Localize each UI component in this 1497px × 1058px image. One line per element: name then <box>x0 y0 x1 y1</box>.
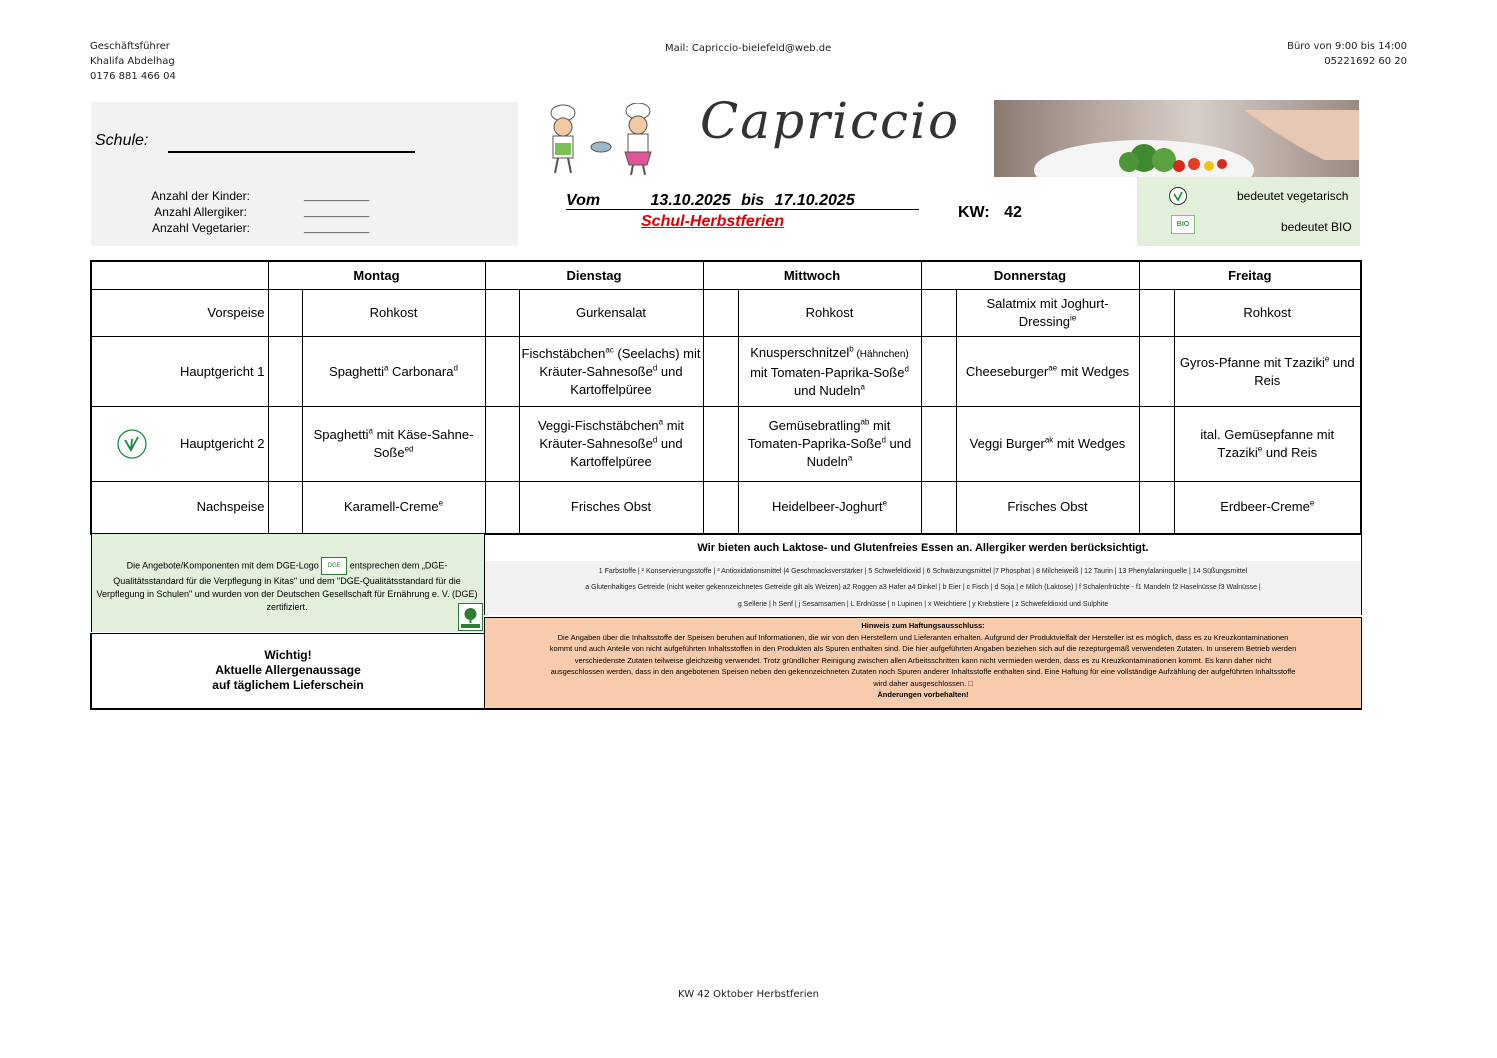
allergen-line-allergens-1: a Glutenhaltiges Getreide (nicht weiter gekennzeichnetes Getreide gilt als Weizen) a2 Roggen a3 Hafer a4 Dinkel | b Eier | c Fisch | d Soja | e Milch (Laktose) | f Schalenfrüchte - f1 Mandeln f2 Haselnüsse f3 Walnüsse | <box>585 584 1261 591</box>
office-hours: Büro von 9:00 bis 14:00 <box>1287 41 1407 52</box>
dish-text: mit Tomaten-Paprika-Soße <box>750 364 905 380</box>
dish-cell-tuesday <box>519 482 703 534</box>
dish-note: (Hähnchen) <box>853 348 909 360</box>
dish-text: Erdbeer-Creme <box>1220 499 1310 515</box>
day-header-monday: Montag <box>268 261 485 290</box>
allergen-code: d <box>652 435 658 445</box>
dish-cell-monday <box>302 290 485 337</box>
course-label-cell <box>91 337 268 407</box>
marker-cell-thursday <box>921 290 956 337</box>
allergen-code: e <box>1309 498 1315 508</box>
count-vegetarian-row <box>100 220 400 236</box>
dish-cell-friday <box>1174 407 1361 482</box>
course-label: Nachspeise <box>196 499 265 515</box>
dish-cell-monday <box>302 407 485 482</box>
dish-cell-friday <box>1174 290 1361 337</box>
dish-text: Cheeseburger <box>965 363 1049 379</box>
disclaimer-closing: Änderungen vorbehalten! <box>877 690 969 699</box>
dish-cell-tuesday <box>519 407 703 482</box>
food-photo <box>994 100 1359 177</box>
marker-cell-friday <box>1139 290 1174 337</box>
period-from-label: Vom <box>566 192 601 209</box>
marker-cell-thursday <box>921 482 956 534</box>
marker-cell-friday <box>1139 482 1174 534</box>
marker-cell-wednesday <box>703 290 738 337</box>
disclaimer-line-4: ausgeschlossen werden, dass in den angebotenen Speisen neben den gekennzeichneten Zutaten noch Spuren anderer Inhaltsstoffe enthalten sind. Eine Haftung für eine vollständige Aufzählung der aufgeführten Inhaltsstoffe <box>550 667 1296 676</box>
dish-text: Karamell-Creme <box>343 499 439 515</box>
allergen-code: ak <box>1044 435 1054 445</box>
school-label: Schule: <box>95 132 149 149</box>
dish-cell-tuesday <box>519 337 703 407</box>
kw-number: 42 <box>1004 204 1022 221</box>
dish-cell-wednesday <box>738 482 921 534</box>
allergen-code: e <box>882 498 888 508</box>
dish-text: mit Wedges <box>1057 363 1130 379</box>
marker-cell-tuesday <box>485 482 519 534</box>
disclaimer-line-3: verschiedenste Zutaten teilweise gleichzeitig verwendet. Trotz gründlicher Reinigung zwischen allen Arbeitsschritten kann nicht vermieden werden, dass es zu Kreuzkontaminationen kommt. Es kann daher nicht <box>574 655 1272 665</box>
dish-text: Spaghetti <box>313 427 369 442</box>
page-footer: KW 42 Oktober Herbstferien <box>678 989 819 1000</box>
day-header-friday: Freitag <box>1139 261 1361 290</box>
allergen-code: d <box>904 364 909 374</box>
menu-row <box>91 290 1361 337</box>
disclaimer-line-5: wird daher ausgeschlossen. □ <box>873 678 973 688</box>
office-phone: 05221692 60 20 <box>1324 56 1407 67</box>
marker-cell-tuesday <box>485 337 519 407</box>
manager-title: Geschäftsführer <box>90 41 170 52</box>
manager-info <box>90 39 176 84</box>
allergen-code: e <box>1257 444 1263 454</box>
dge-text-before: Die Angebote/Komponenten mit dem DGE-Logo <box>126 560 319 571</box>
dge-text <box>94 557 480 614</box>
dish-cell-wednesday <box>738 290 921 337</box>
allergen-code: e <box>1324 354 1330 364</box>
marker-cell-thursday <box>921 337 956 407</box>
important-line-2: auf täglichem Lieferschein <box>212 678 364 692</box>
dish-text: Gurkensalat <box>575 305 647 320</box>
period-underline <box>566 209 919 210</box>
important-line-1: Aktuelle Allergenaussage <box>215 663 361 677</box>
allergen-code: ab <box>860 417 870 427</box>
marker-cell-monday <box>268 337 302 407</box>
marker-cell-friday <box>1139 337 1174 407</box>
school-name-field[interactable] <box>168 151 415 153</box>
marker-cell-thursday <box>921 407 956 482</box>
holiday-note: Schul-Herbstferien <box>641 213 785 230</box>
dish-text: Rohkost <box>805 305 854 320</box>
menu-body <box>91 290 1361 534</box>
allergen-code: d <box>453 363 458 373</box>
count-vegetarian-label: Anzahl Vegetarier: <box>151 221 250 235</box>
dish-text: Knusperschnitzel <box>750 344 850 360</box>
dish-cell-thursday <box>956 290 1139 337</box>
allergen-code: ed <box>404 444 414 454</box>
dish-cell-tuesday <box>519 290 703 337</box>
count-children-label: Anzahl der Kinder: <box>151 189 250 203</box>
allergen-code: a <box>860 382 865 392</box>
dish-text: mit Kräuter-Sahnesoße <box>539 418 685 451</box>
calendar-week <box>958 204 1022 222</box>
vegetarian-icon <box>1168 186 1188 206</box>
dge-logo-inline: DGE <box>321 557 347 575</box>
count-vegetarian-field[interactable]: _____________ <box>304 223 370 233</box>
dge-logo-art <box>459 604 482 630</box>
important-title: Wichtig! <box>264 648 312 662</box>
dish-text: und Nudeln <box>794 382 861 398</box>
important-note <box>90 633 485 710</box>
bio-icon: BIO <box>1171 215 1195 234</box>
dish-cell-thursday <box>956 482 1139 534</box>
day-header-thursday: Donnerstag <box>921 261 1139 290</box>
dish-text: (Seelachs) mit Kräuter-Sahnesoße <box>539 345 701 379</box>
period-to-label: bis <box>741 192 765 209</box>
marker-cell-tuesday <box>485 290 519 337</box>
period-end-date: 17.10.2025 <box>774 192 855 209</box>
allergy-title: Wir bieten auch Laktose- und Glutenfreies Essen an. Allergiker werden berücksichtigt. <box>484 534 1362 562</box>
food-photo-art <box>994 100 1359 177</box>
important-text <box>92 648 484 693</box>
disclaimer-line-2: kommt und auch Anteile von nicht aufgeführten Inhaltsstoffen in den Produkten als Spuren enthalten sind. Die hier aufgeführten Angaben beziehen sich auf die rezepturgemäß verwendeten Zutaten. In unserem Betrieb werden <box>549 644 1297 653</box>
dish-cell-friday <box>1174 482 1361 534</box>
menu-row <box>91 407 1361 482</box>
manager-name: Khalifa Abdelhag <box>90 56 175 67</box>
dish-text: Salatmix mit Joghurt-Dressing <box>986 296 1109 329</box>
dish-text: Gemüsebratling <box>768 418 861 433</box>
day-header-tuesday: Dienstag <box>485 261 703 290</box>
allergen-code: a <box>658 417 664 427</box>
liability-disclaimer <box>484 617 1362 710</box>
dish-text: Heidelbeer-Joghurt <box>771 499 883 515</box>
kw-label: KW: <box>958 204 990 221</box>
period-from <box>566 192 855 210</box>
manager-phone: 0176 881 466 04 <box>90 71 176 82</box>
legend-bio: bedeutet BIO <box>1281 220 1352 234</box>
menu-table <box>90 260 1362 535</box>
course-label: Hauptgericht 1 <box>179 363 265 379</box>
dish-cell-wednesday <box>738 337 921 407</box>
disclaimer-line-1: Die Angaben über die Inhaltsstoffe der Speisen beruhen auf Informationen, die wir von den Herstellern und Lieferanten erhalten. Aufgrund der Produktvielfalt der Hersteller ist es möglich, dass es zu Kreuzkontaminationen <box>557 632 1289 642</box>
brand-logo: Capriccio <box>700 92 961 150</box>
allergen-line-allergens-2: g Sellerie | h Senf | j Sesamsamen | L Erdnüsse | n Lupinen | x Weichtiere | y Krebstiere | z Schwefeldioxid und Sulphite <box>737 601 1109 608</box>
chefs-illustration <box>533 103 668 178</box>
dish-text: und Nudeln <box>806 436 912 469</box>
menu-row <box>91 482 1361 534</box>
dish-text: mit Käse-Sahne-Soße <box>372 427 474 460</box>
marker-cell-wednesday <box>703 407 738 482</box>
dish-text: Rohkost <box>369 305 418 320</box>
course-label-cell <box>91 407 268 482</box>
allergen-legend <box>484 561 1362 615</box>
dish-text: und Kartoffelpüree <box>570 436 683 469</box>
allergen-line-additives: 1 Farbstoffe | ² Konservierungsstoffe | ³ Antioxidationsmittel |4 Geschmacksverstärker | 5 Schwefeldioxid | 6 Schwärzungsmittel |7 Phosphat | 8 Milcheiweiß | 12 Taurin | 13 Phenylalaninquelle | 14 Süßungsmittel <box>598 568 1248 575</box>
marker-cell-monday <box>268 290 302 337</box>
allergen-code: a <box>383 363 389 373</box>
dish-text: Fischstäbchen <box>521 345 606 361</box>
count-allergic-field[interactable]: _____________ <box>304 207 370 217</box>
office-info <box>1200 39 1407 69</box>
dge-logo <box>458 603 483 631</box>
menu-corner-cell <box>91 261 268 290</box>
course-label: Hauptgericht 2 <box>179 436 265 451</box>
marker-cell-monday <box>268 482 302 534</box>
dish-text: mit Tomaten-Paprika-Soße <box>747 418 891 451</box>
vegetarian-icon <box>116 428 148 460</box>
dish-text: ital. Gemüsepfanne mit Tzaziki <box>1200 427 1335 460</box>
dish-text: und Kartoffelpüree <box>570 363 683 397</box>
disclaimer-title: Hinweis zum Haftungsausschluss: <box>861 621 985 630</box>
marker-cell-friday <box>1139 407 1174 482</box>
allergen-code: e <box>438 498 444 508</box>
dish-text: Frisches Obst <box>570 499 652 515</box>
count-fields <box>100 188 400 236</box>
dish-text: Frisches Obst <box>1007 499 1088 515</box>
count-children-row <box>100 188 400 204</box>
marker-cell-monday <box>268 407 302 482</box>
allergen-code: d <box>881 435 886 445</box>
course-label-cell <box>91 290 268 337</box>
dish-cell-wednesday <box>738 407 921 482</box>
allergen-code: ac <box>605 345 614 355</box>
allergen-code: a <box>368 426 373 436</box>
period-start-date: 13.10.2025 <box>650 192 731 209</box>
dish-cell-friday <box>1174 337 1361 407</box>
dish-text: Rohkost <box>1243 305 1292 320</box>
dge-text-after: entsprechen dem „DGE-Qualitätsstandard für die Verpflegung in Kitas" und dem "DGE-Qualitätsstandard für die Verpflegung in Schulen" und wurden von der Deutschen Gesellschaft für Ernährung e. V. (DGE) zertifiziert. <box>96 560 478 612</box>
menu-row <box>91 337 1361 407</box>
count-allergic-row <box>100 204 400 220</box>
menu-header-row <box>91 261 1361 290</box>
dish-text: Gyros-Pfanne mit Tzaziki <box>1179 354 1325 370</box>
dish-text: mit Wedges <box>1053 436 1126 451</box>
dish-text: Veggi-Fischstäbchen <box>537 418 659 433</box>
dish-text: Carbonara <box>388 363 454 379</box>
course-label: Vorspeise <box>207 305 265 320</box>
count-children-field[interactable]: _____________ <box>304 191 370 201</box>
allergen-code: d <box>652 363 658 373</box>
dish-text: und Reis <box>1262 445 1318 460</box>
dish-cell-monday <box>302 337 485 407</box>
allergen-code: ae <box>1048 363 1058 373</box>
allergen-code: a <box>847 453 853 463</box>
dish-cell-thursday <box>956 407 1139 482</box>
count-allergic-label: Anzahl Allergiker: <box>154 205 247 219</box>
legend-vegetarian: bedeutet vegetarisch <box>1237 189 1349 203</box>
marker-cell-tuesday <box>485 407 519 482</box>
contact-mail: Mail: Capriccio-bielefeld@web.de <box>665 43 832 54</box>
allergen-code: ie <box>1070 313 1077 323</box>
course-label-cell <box>91 482 268 534</box>
dish-cell-thursday <box>956 337 1139 407</box>
dish-text: und Reis <box>1254 354 1355 388</box>
dish-text: Spaghetti <box>329 363 384 379</box>
marker-cell-wednesday <box>703 337 738 407</box>
day-header-wednesday: Mittwoch <box>703 261 921 290</box>
dish-text: Veggi Burger <box>969 436 1045 451</box>
marker-cell-wednesday <box>703 482 738 534</box>
dish-cell-monday <box>302 482 485 534</box>
allergen-code: b <box>849 344 854 354</box>
